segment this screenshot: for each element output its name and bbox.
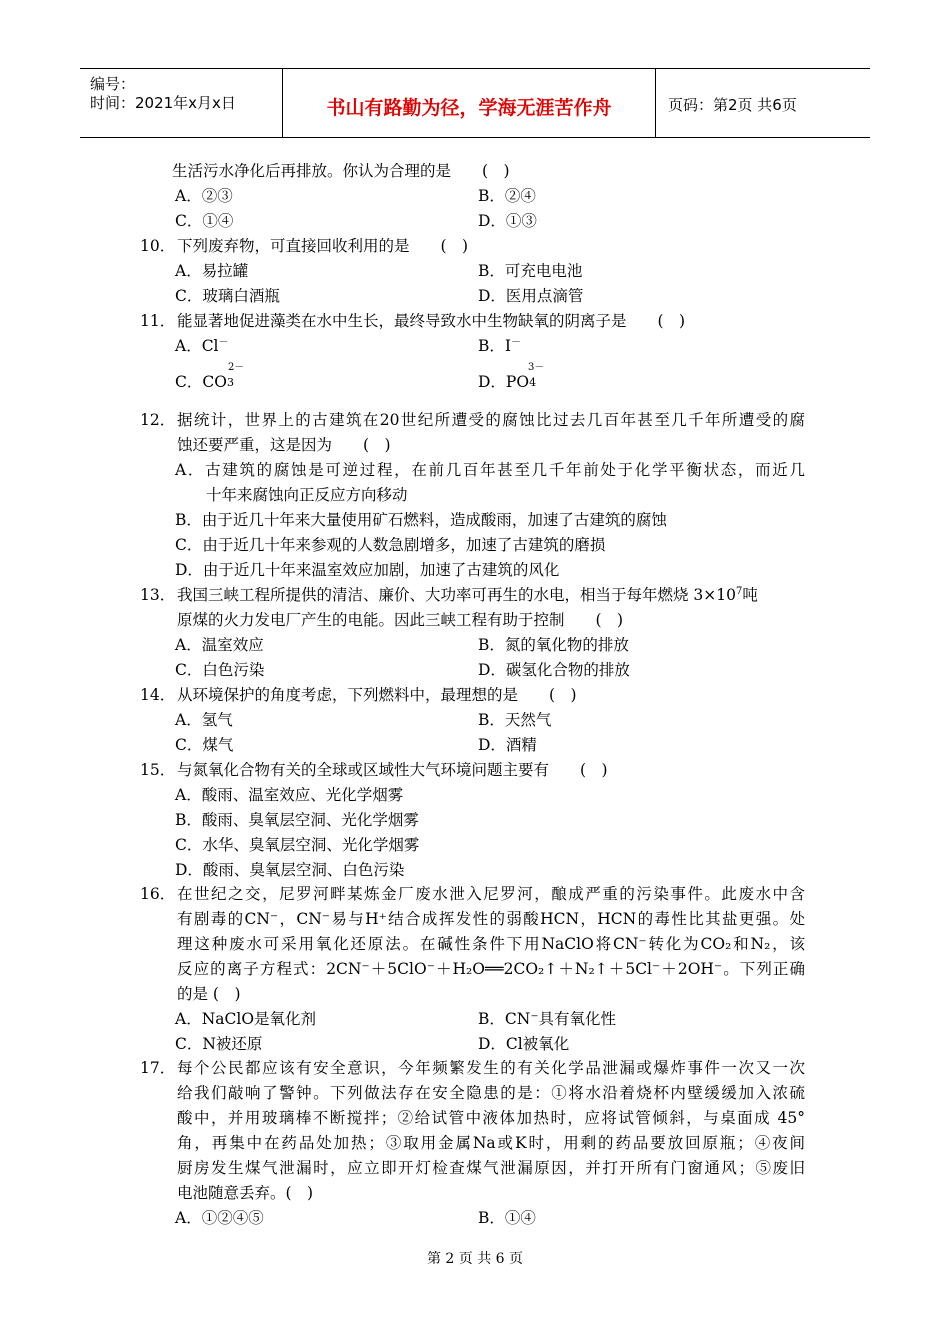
q17-stem-line5: 厨房发生煤气泄漏时，应立即开灯检查煤气泄漏原因，并打开所有门窗通风；⑤废旧: [177, 1159, 805, 1177]
q9-option-c: C．①④: [175, 212, 234, 230]
q11-option-b-text: B．I: [478, 337, 512, 355]
q11-option-b-charge: －: [511, 336, 522, 348]
q14-number: 14．: [140, 686, 176, 704]
q16-stem-line2: 有剧毒的CN⁻，CN⁻易与H⁺结合成挥发性的弱酸HCN，HCN的毒性比其盐更强。处: [177, 910, 805, 928]
header-meta-cell: [80, 69, 283, 137]
header-page-number: 页码：第2页 共6页: [668, 96, 797, 114]
page-footer: 第 2 页 共 6 页: [426, 1251, 524, 1267]
q13-option-b: B．氮的氧化物的排放: [478, 636, 629, 654]
q10-option-d: D．医用点滴管: [478, 287, 584, 305]
q10-option-c: C．玻璃白酒瓶: [175, 287, 280, 305]
q15-number: 15．: [140, 761, 176, 779]
q11-option-d: [478, 372, 536, 393]
q17-stem-line4: 角，再集中在药品处加热；③取用金属Na或K时，用剩的药品要放回原瓶；④夜间: [177, 1134, 805, 1152]
q10-number: 10．: [140, 237, 176, 255]
q16-option-d: D．Cl被氧化: [478, 1035, 570, 1053]
q15-option-b: B．酸雨、臭氧层空洞、光化学烟雾: [175, 811, 419, 829]
header-page-cell: [656, 69, 870, 137]
q12-option-b: B．由于近几十年来大量使用矿石燃料，造成酸雨，加速了古建筑的腐蚀: [175, 511, 667, 529]
header-motto-cell: [283, 69, 656, 137]
header-motto: 书山有路勤为径，学海无涯苦作舟: [326, 97, 612, 119]
q11-number: 11．: [140, 312, 176, 330]
q15-stem: 与氮氧化合物有关的全球或区域性大气环境问题主要有 ( ): [177, 761, 608, 779]
q11-option-d-subscript: 4: [529, 376, 537, 389]
q11-option-c-subscript: 3: [226, 376, 234, 389]
q12-option-a-line1: A．古建筑的腐蚀是可逆过程，在前几百年甚至几千年前处于化学平衡状态，而近几: [175, 461, 805, 479]
q16-stem-line4: 反应的离子方程式：2CN⁻＋5ClO⁻＋H₂O══2CO₂↑＋N₂↑＋5Cl⁻＋2OH⁻。下列正确: [177, 960, 805, 978]
q11-stem: 能显著地促进藻类在水中生长，最终导致水中生物缺氧的阴离子是 ( ): [177, 312, 686, 330]
q11-option-c-text: C．CO: [175, 373, 227, 391]
q10-option-b: B．可充电电池: [478, 262, 583, 280]
q10-option-a: A．易拉罐: [175, 262, 249, 280]
document-number: 编号：: [90, 75, 136, 93]
q13-stem-line1-text: 我国三峡工程所提供的清洁、廉价、大功率可再生的水电，相当于每年燃烧 3×10: [177, 586, 737, 604]
q9-option-b: B．②④: [478, 187, 536, 205]
q14-stem: 从环境保护的角度考虑，下列燃料中，最理想的是 ( ): [177, 686, 577, 704]
document-time: 时间：2021年x月x日: [90, 94, 236, 112]
q15-option-c: C．水华、臭氧层空洞、光化学烟雾: [175, 836, 420, 854]
q12-stem-line1: 据统计，世界上的古建筑在20世纪所遭受的腐蚀比过去几百年甚至几千年所遭受的腐: [177, 411, 805, 429]
q17-number: 17．: [140, 1059, 176, 1077]
q13-option-d: D．碳氢化合物的排放: [478, 661, 630, 679]
q16-option-c: C．N被还原: [175, 1035, 263, 1053]
q11-option-a-text: A．Cl: [175, 337, 219, 355]
q11-option-a: [175, 336, 229, 356]
q17-stem-line3: 酸中，并用玻璃棒不断搅拌；②给试管中液体加热时，应将试管倾斜，与桌面成 45°: [177, 1109, 805, 1127]
q16-stem-line1: 在世纪之交，尼罗河畔某炼金厂废水泄入尼罗河，酿成严重的污染事件。此废水中含: [177, 885, 805, 903]
q11-option-d-charge: 3－: [528, 362, 545, 373]
q11-option-a-charge: －: [218, 336, 229, 348]
q14-option-a: A．氢气: [175, 711, 233, 729]
q17-stem-line1: 每个公民都应该有安全意识，今年频繁发生的有关化学品泄漏或爆炸事件一次又一次: [177, 1059, 805, 1077]
q17-stem-line2: 给我们敲响了警钟。下列做法存在安全隐患的是：①将水沿着烧杯内壁缓缓加入浓硫: [177, 1084, 805, 1102]
q15-option-d: D．酸雨、臭氧层空洞、白色污染: [175, 861, 405, 879]
q16-option-a: A．NaClO是氧化剂: [175, 1010, 317, 1028]
q11-option-c-charge: 2－: [228, 362, 245, 373]
q9-option-a: A．②③: [175, 187, 233, 205]
q10-stem: 下列废弃物，可直接回收利用的是 ( ): [177, 237, 469, 255]
q16-option-b: B．CN⁻具有氧化性: [478, 1010, 616, 1028]
q11-option-d-text: D．PO: [478, 373, 530, 391]
q12-option-d: D．由于近几十年来温室效应加剧，加速了古建筑的风化: [175, 561, 560, 579]
q17-stem-line6: 电池随意丢弃。( ): [177, 1184, 314, 1202]
page-header: [80, 68, 870, 138]
q16-stem-line5: 的是 ( ): [177, 985, 241, 1003]
q14-option-d: D．酒精: [478, 736, 537, 754]
q16-number: 16．: [140, 885, 176, 903]
q17-option-a: A．①②④⑤: [175, 1209, 264, 1227]
q11-option-c: [175, 372, 234, 393]
q9-option-d: D．①③: [478, 212, 537, 230]
q13-stem-line1: [177, 585, 758, 605]
q14-option-c: C．煤气: [175, 736, 234, 754]
q12-option-c: C．由于近几十年来参观的人数急剧增多，加速了古建筑的磨损: [175, 536, 606, 554]
q16-stem-line3: 理这种废水可采用氧化还原法。在碱性条件下用NaClO将CN⁻转化为CO₂和N₂，该: [177, 935, 805, 953]
q12-number: 12．: [140, 411, 176, 429]
q12-option-a-line2: 十年来腐蚀向正反应方向移动: [206, 486, 408, 504]
q15-option-a: A．酸雨、温室效应、光化学烟雾: [175, 786, 404, 804]
q12-stem-line2: 蚀还要严重，这是因为 ( ): [177, 436, 391, 454]
q13-number: 13．: [140, 586, 176, 604]
q13-option-c: C．白色污染: [175, 661, 265, 679]
q9-stem-tail: 生活污水净化后再排放。你认为合理的是 ( ): [172, 162, 510, 180]
q14-option-b: B．天然气: [478, 711, 552, 729]
q13-option-a: A．温室效应: [175, 636, 264, 654]
q13-stem-line2: 原煤的火力发电厂产生的电能。因此三峡工程有助于控制 ( ): [177, 611, 624, 629]
q17-option-b: B．①④: [478, 1209, 536, 1227]
q13-exponent: 7: [736, 585, 743, 597]
q11-option-b: [478, 336, 521, 356]
q13-stem-line1-unit: 吨: [742, 586, 758, 604]
